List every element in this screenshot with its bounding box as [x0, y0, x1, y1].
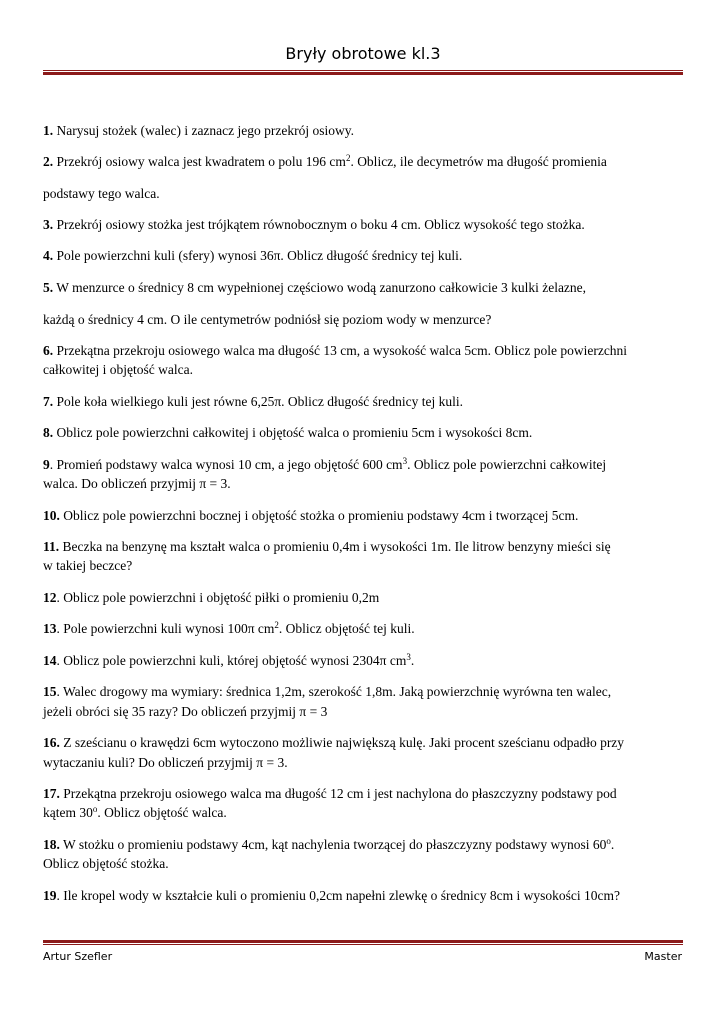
problem-number: 8. [43, 425, 54, 440]
problem-2-line-2 [43, 184, 160, 203]
problem-number: 13 [43, 621, 57, 636]
problem-number: 3. [43, 217, 54, 232]
problem-text: . Ile kropel wody w kształcie kuli o promieniu 0,2cm napełni zlewkę o średnicy 8cm i wysokości 10cm? [56, 888, 620, 903]
problem-text: Oblicz pole powierzchni bocznej i objętość stożka o promieniu podstawy 4cm i tworzącej 5cm. [59, 508, 579, 523]
problem-text: . Oblicz pole powierzchni całkowitej [407, 457, 607, 472]
problem-text: W menzurce o średnicy 8 cm wypełnionej częściowo wodą zanurzono całkowicie 3 kulki żelazne, [53, 280, 587, 295]
problem-3-line-1 [43, 215, 585, 234]
superscript: o [606, 836, 611, 846]
footer-label: Master [644, 950, 682, 963]
problem-7-line-1 [43, 392, 463, 411]
problem-19-line-1 [43, 886, 620, 905]
problem-number: 2. [43, 154, 54, 169]
problem-number: 5. [43, 280, 54, 295]
problem-text: . Walec drogowy ma wymiary: średnica 1,2m, szerokość 1,8m. Jaką powierzchnię wyrówna ten walec, [56, 684, 612, 699]
problem-number: 19 [43, 888, 57, 903]
problem-2-line-1 [43, 152, 607, 171]
problem-text: Beczka na benzynę ma kształt walca o promieniu 0,4m i wysokości 1m. Ile litrow benzyny mieści się [59, 539, 611, 554]
problem-text: Z sześcianu o krawędzi 6cm wytoczono możliwie największą kulę. Jaki procent sześcianu odpadło przy [59, 735, 625, 750]
problem-5-line-1 [43, 278, 586, 297]
problem-6-line-2 [43, 360, 193, 379]
problem-number: 10. [43, 508, 60, 523]
problem-text: całkowitej i objętość walca. [43, 362, 193, 377]
problem-11-line-2 [43, 556, 132, 575]
problem-number: 4. [43, 248, 54, 263]
problem-14-line-1 [43, 651, 414, 670]
problem-text: . [610, 837, 615, 852]
problem-text: w takiej beczce? [43, 558, 133, 573]
problem-9-line-2 [43, 474, 231, 493]
problem-number: 1. [43, 123, 54, 138]
problem-16-line-2 [43, 753, 288, 772]
problem-text: każdą o średnicy 4 cm. O ile centymetrów podniósł się poziom wody w menzurce? [43, 312, 492, 327]
problem-text: Przekątna przekroju osiowego walca ma długość 12 cm i jest nachylona do płaszczyzny podstawy pod [59, 786, 617, 801]
problem-text: Pole koła wielkiego kuli jest równe 6,25π. Oblicz długość średnicy tej kuli. [53, 394, 463, 409]
problem-text: Narysuj stożek (walec) i zaznacz jego przekrój osiowy. [53, 123, 354, 138]
problem-text: . Oblicz pole powierzchni kuli, której objętość wynosi 2304π cm [56, 653, 407, 668]
problem-12-line-1 [43, 588, 379, 607]
problem-text: . Pole powierzchni kuli wynosi 100π cm [56, 621, 275, 636]
problem-text: . Oblicz pole powierzchni i objętość piłki o promieniu 0,2m [56, 590, 380, 605]
problem-number: 9 [43, 457, 50, 472]
problem-6-line-1 [43, 341, 627, 360]
problem-number: 16. [43, 735, 60, 750]
problem-text: wytaczaniu kuli? Do obliczeń przyjmij π = 3. [43, 755, 288, 770]
problem-text: jeżeli obróci się 35 razy? Do obliczeń przyjmij π = 3 [43, 704, 328, 719]
problem-16-line-1 [43, 733, 624, 752]
header-rule-thick [43, 72, 683, 75]
problem-9-line-1 [43, 455, 606, 474]
problem-10-line-1 [43, 506, 578, 525]
footer-rule-thin [43, 944, 683, 945]
superscript: 2 [274, 620, 279, 630]
problem-number: 17. [43, 786, 60, 801]
problem-text: Przekrój osiowy walca jest kwadratem o polu 196 cm [53, 154, 346, 169]
problem-text: walca. Do obliczeń przyjmij π = 3. [43, 476, 231, 491]
superscript: 2 [345, 153, 351, 163]
problem-17-line-1 [43, 784, 617, 803]
problem-number: 14 [43, 653, 57, 668]
problem-8-line-1 [43, 423, 532, 442]
problem-text: . Oblicz, ile decymetrów ma długość promienia [350, 154, 607, 169]
problem-text: Przekątna przekroju osiowego walca ma długość 13 cm, a wysokość walca 5cm. Oblicz pole powierzchni [53, 343, 628, 358]
problem-5-line-2 [43, 310, 491, 329]
problem-15-line-1 [43, 682, 611, 701]
problem-number: 6. [43, 343, 54, 358]
problem-18-line-2 [43, 854, 169, 873]
problem-4-line-1 [43, 246, 462, 265]
problem-number: 11. [43, 539, 60, 554]
problem-text: kątem 30 [43, 805, 93, 820]
header-rule-thin [43, 70, 683, 71]
page-title: Bryły obrotowe kl.3 [285, 44, 441, 63]
problem-number: 12 [43, 590, 57, 605]
problem-text: Oblicz objętość stożka. [43, 856, 169, 871]
problem-1-line-1 [43, 121, 354, 140]
problem-13-line-1 [43, 619, 415, 638]
problem-15-line-2 [43, 702, 327, 721]
problem-text: Pole powierzchni kuli (sfery) wynosi 36π. Oblicz długość średnicy tej kuli. [53, 248, 463, 263]
footer-author: Artur Szefler [43, 950, 113, 963]
problem-text: . Oblicz objętość tej kuli. [278, 621, 415, 636]
problem-number: 18. [43, 837, 60, 852]
superscript: 3 [406, 652, 411, 662]
problem-text: Oblicz pole powierzchni całkowitej i objętość walca o promieniu 5cm i wysokości 8cm. [53, 425, 533, 440]
problem-18-line-1 [43, 835, 614, 854]
problem-11-line-1 [43, 537, 611, 556]
footer-rule-thick [43, 940, 683, 943]
problem-text: W stożku o promieniu podstawy 4cm, kąt nachylenia tworzącej do płaszczyzny podstawy wynosi 60 [59, 837, 607, 852]
problem-number: 7. [43, 394, 54, 409]
problem-text: . [410, 653, 415, 668]
problem-text: . Oblicz objętość walca. [97, 805, 227, 820]
problem-number: 15 [43, 684, 57, 699]
problem-text: Przekrój osiowy stożka jest trójkątem równobocznym o boku 4 cm. Oblicz wysokość tego stożka. [53, 217, 585, 232]
problem-text: podstawy tego walca. [43, 186, 160, 201]
problem-17-line-2 [43, 803, 227, 822]
superscript: 3 [402, 456, 408, 466]
superscript: o [92, 804, 98, 814]
problem-text: . Promień podstawy walca wynosi 10 cm, a jego objętość 600 cm [49, 457, 403, 472]
